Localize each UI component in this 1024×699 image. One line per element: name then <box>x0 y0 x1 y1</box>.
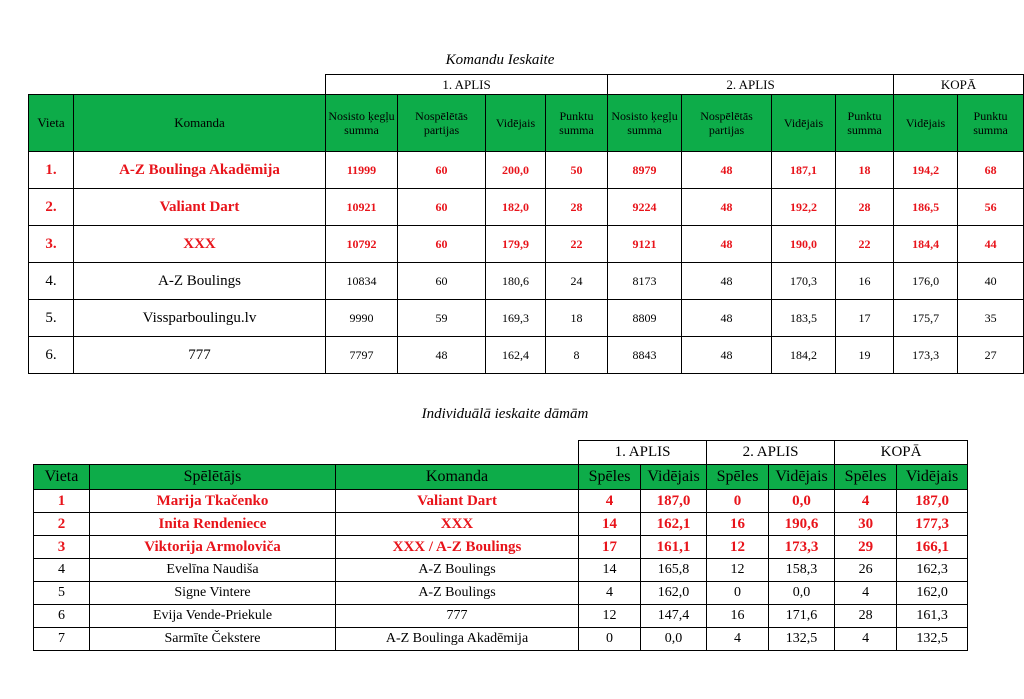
value-cell: 187,0 <box>897 490 968 513</box>
team-group-header-row <box>29 75 1024 95</box>
group-round-2: 2. APLIS <box>707 441 835 465</box>
group-total: KOPĀ <box>835 441 968 465</box>
value-cell: 0,0 <box>769 490 835 513</box>
value-cell: 50 <box>546 152 608 189</box>
team-cell: 777 <box>336 605 579 628</box>
value-cell: 14 <box>579 513 641 536</box>
col-header-avg-r2: Vidējais <box>772 95 836 152</box>
place-cell: 7 <box>34 628 90 651</box>
group-total: KOPĀ <box>894 75 1024 95</box>
table-row <box>34 513 968 536</box>
value-cell: 8809 <box>608 300 682 337</box>
place-cell: 6. <box>29 337 74 374</box>
individual-group-header-row <box>34 441 968 465</box>
value-cell: 8 <box>546 337 608 374</box>
value-cell: 161,1 <box>641 536 707 559</box>
value-cell: 132,5 <box>897 628 968 651</box>
value-cell: 40 <box>958 263 1024 300</box>
table-row <box>34 536 968 559</box>
value-cell: 12 <box>707 536 769 559</box>
value-cell: 190,0 <box>772 226 836 263</box>
value-cell: 162,0 <box>641 582 707 605</box>
group-round-1: 1. APLIS <box>326 75 608 95</box>
team-cell: 777 <box>74 337 326 374</box>
value-cell: 48 <box>682 337 772 374</box>
value-cell: 18 <box>836 152 894 189</box>
place-cell: 3. <box>29 226 74 263</box>
col-header-points-r1: Punktu summa <box>546 95 608 152</box>
table-row <box>29 226 1024 263</box>
individual-ranking-title: Individuālā ieskaite dāmām <box>421 406 589 422</box>
table-row <box>34 559 968 582</box>
value-cell: 24 <box>546 263 608 300</box>
team-cell: A-Z Boulinga Akadēmija <box>74 152 326 189</box>
col-header-avg-r1: Vidējais <box>486 95 546 152</box>
col-header-games-r1: Nospēlētās partijas <box>398 95 486 152</box>
value-cell: 183,5 <box>772 300 836 337</box>
value-cell: 10921 <box>326 189 398 226</box>
col-header-games-r2: Spēles <box>707 465 769 490</box>
team-cell: A-Z Boulings <box>336 582 579 605</box>
value-cell: 184,2 <box>772 337 836 374</box>
col-header-player: Spēlētājs <box>90 465 336 490</box>
value-cell: 4 <box>579 490 641 513</box>
value-cell: 200,0 <box>486 152 546 189</box>
player-cell: Evija Vende-Priekule <box>90 605 336 628</box>
value-cell: 162,3 <box>897 559 968 582</box>
value-cell: 4 <box>835 582 897 605</box>
player-cell: Inita Rendeniece <box>90 513 336 536</box>
table-row <box>29 152 1024 189</box>
team-cell: Valiant Dart <box>74 189 326 226</box>
value-cell: 14 <box>579 559 641 582</box>
value-cell: 28 <box>546 189 608 226</box>
individual-ranking-table <box>33 440 968 651</box>
place-cell: 6 <box>34 605 90 628</box>
value-cell: 176,0 <box>894 263 958 300</box>
value-cell: 190,6 <box>769 513 835 536</box>
value-cell: 18 <box>546 300 608 337</box>
value-cell: 0,0 <box>641 628 707 651</box>
place-cell: 4. <box>29 263 74 300</box>
col-header-place: Vieta <box>29 95 74 152</box>
value-cell: 8173 <box>608 263 682 300</box>
value-cell: 170,3 <box>772 263 836 300</box>
col-header-games-r1: Spēles <box>579 465 641 490</box>
value-cell: 22 <box>546 226 608 263</box>
col-header-place: Vieta <box>34 465 90 490</box>
value-cell: 27 <box>958 337 1024 374</box>
value-cell: 4 <box>707 628 769 651</box>
value-cell: 182,0 <box>486 189 546 226</box>
player-cell: Marija Tkačenko <box>90 490 336 513</box>
col-header-points-r2: Punktu summa <box>836 95 894 152</box>
table-row <box>29 337 1024 374</box>
value-cell: 162,0 <box>897 582 968 605</box>
value-cell: 48 <box>398 337 486 374</box>
group-round-2: 2. APLIS <box>608 75 894 95</box>
team-cell: A-Z Boulings <box>74 263 326 300</box>
col-header-team: Komanda <box>74 95 326 152</box>
blank-corner <box>34 441 579 465</box>
value-cell: 60 <box>398 189 486 226</box>
table-row <box>29 263 1024 300</box>
value-cell: 8843 <box>608 337 682 374</box>
value-cell: 11999 <box>326 152 398 189</box>
player-cell: Evelīna Naudiša <box>90 559 336 582</box>
value-cell: 16 <box>836 263 894 300</box>
value-cell: 35 <box>958 300 1024 337</box>
group-round-1: 1. APLIS <box>579 441 707 465</box>
value-cell: 0 <box>707 582 769 605</box>
table-row <box>29 300 1024 337</box>
value-cell: 169,3 <box>486 300 546 337</box>
col-header-avg-total: Vidējais <box>897 465 968 490</box>
value-cell: 12 <box>579 605 641 628</box>
value-cell: 4 <box>835 490 897 513</box>
value-cell: 48 <box>682 152 772 189</box>
blank-corner <box>29 75 326 95</box>
value-cell: 4 <box>835 628 897 651</box>
col-header-team: Komanda <box>336 465 579 490</box>
value-cell: 10792 <box>326 226 398 263</box>
table-row <box>34 582 968 605</box>
col-header-games-total: Spēles <box>835 465 897 490</box>
place-cell: 5 <box>34 582 90 605</box>
place-cell: 1 <box>34 490 90 513</box>
value-cell: 187,1 <box>772 152 836 189</box>
value-cell: 171,6 <box>769 605 835 628</box>
value-cell: 9990 <box>326 300 398 337</box>
value-cell: 0,0 <box>769 582 835 605</box>
col-header-avg-total: Vidējais <box>894 95 958 152</box>
value-cell: 7797 <box>326 337 398 374</box>
value-cell: 175,7 <box>894 300 958 337</box>
value-cell: 12 <box>707 559 769 582</box>
value-cell: 28 <box>835 605 897 628</box>
team-ranking-title: Komandu Ieskaite <box>445 52 555 68</box>
table-row <box>34 628 968 651</box>
value-cell: 194,2 <box>894 152 958 189</box>
value-cell: 56 <box>958 189 1024 226</box>
table-row <box>29 189 1024 226</box>
place-cell: 2. <box>29 189 74 226</box>
value-cell: 68 <box>958 152 1024 189</box>
player-cell: Sarmīte Čekstere <box>90 628 336 651</box>
place-cell: 5. <box>29 300 74 337</box>
team-cell: XXX / A-Z Boulings <box>336 536 579 559</box>
col-header-pins-r2: Nosisto ķegļu summa <box>608 95 682 152</box>
col-header-games-r2: Nospēlētās partijas <box>682 95 772 152</box>
value-cell: 186,5 <box>894 189 958 226</box>
value-cell: 16 <box>707 513 769 536</box>
table-row <box>34 605 968 628</box>
value-cell: 165,8 <box>641 559 707 582</box>
value-cell: 162,4 <box>486 337 546 374</box>
place-cell: 3 <box>34 536 90 559</box>
value-cell: 48 <box>682 189 772 226</box>
value-cell: 60 <box>398 152 486 189</box>
value-cell: 60 <box>398 226 486 263</box>
place-cell: 2 <box>34 513 90 536</box>
player-cell: Viktorija Armoloviča <box>90 536 336 559</box>
table-row <box>34 490 968 513</box>
value-cell: 0 <box>707 490 769 513</box>
value-cell: 4 <box>579 582 641 605</box>
value-cell: 44 <box>958 226 1024 263</box>
value-cell: 30 <box>835 513 897 536</box>
value-cell: 173,3 <box>769 536 835 559</box>
value-cell: 162,1 <box>641 513 707 536</box>
value-cell: 17 <box>836 300 894 337</box>
col-header-pins-r1: Nosisto ķegļu summa <box>326 95 398 152</box>
team-cell: XXX <box>74 226 326 263</box>
value-cell: 9121 <box>608 226 682 263</box>
value-cell: 179,9 <box>486 226 546 263</box>
value-cell: 173,3 <box>894 337 958 374</box>
value-cell: 166,1 <box>897 536 968 559</box>
player-cell: Signe Vintere <box>90 582 336 605</box>
value-cell: 19 <box>836 337 894 374</box>
value-cell: 22 <box>836 226 894 263</box>
value-cell: 161,3 <box>897 605 968 628</box>
value-cell: 26 <box>835 559 897 582</box>
value-cell: 9224 <box>608 189 682 226</box>
value-cell: 48 <box>682 300 772 337</box>
team-cell: Vissparboulingu.lv <box>74 300 326 337</box>
value-cell: 132,5 <box>769 628 835 651</box>
individual-column-header-row <box>34 465 968 490</box>
value-cell: 16 <box>707 605 769 628</box>
value-cell: 177,3 <box>897 513 968 536</box>
col-header-avg-r1: Vidējais <box>641 465 707 490</box>
place-cell: 1. <box>29 152 74 189</box>
value-cell: 59 <box>398 300 486 337</box>
value-cell: 60 <box>398 263 486 300</box>
value-cell: 184,4 <box>894 226 958 263</box>
value-cell: 158,3 <box>769 559 835 582</box>
team-column-header-row <box>29 95 1024 152</box>
value-cell: 48 <box>682 263 772 300</box>
value-cell: 0 <box>579 628 641 651</box>
value-cell: 8979 <box>608 152 682 189</box>
value-cell: 180,6 <box>486 263 546 300</box>
place-cell: 4 <box>34 559 90 582</box>
col-header-avg-r2: Vidējais <box>769 465 835 490</box>
value-cell: 187,0 <box>641 490 707 513</box>
team-cell: XXX <box>336 513 579 536</box>
value-cell: 192,2 <box>772 189 836 226</box>
value-cell: 28 <box>836 189 894 226</box>
team-ranking-table <box>28 74 1024 374</box>
value-cell: 10834 <box>326 263 398 300</box>
team-cell: Valiant Dart <box>336 490 579 513</box>
value-cell: 48 <box>682 226 772 263</box>
value-cell: 147,4 <box>641 605 707 628</box>
col-header-points-total: Punktu summa <box>958 95 1024 152</box>
value-cell: 17 <box>579 536 641 559</box>
team-cell: A-Z Boulings <box>336 559 579 582</box>
team-cell: A-Z Boulinga Akadēmija <box>336 628 579 651</box>
value-cell: 29 <box>835 536 897 559</box>
